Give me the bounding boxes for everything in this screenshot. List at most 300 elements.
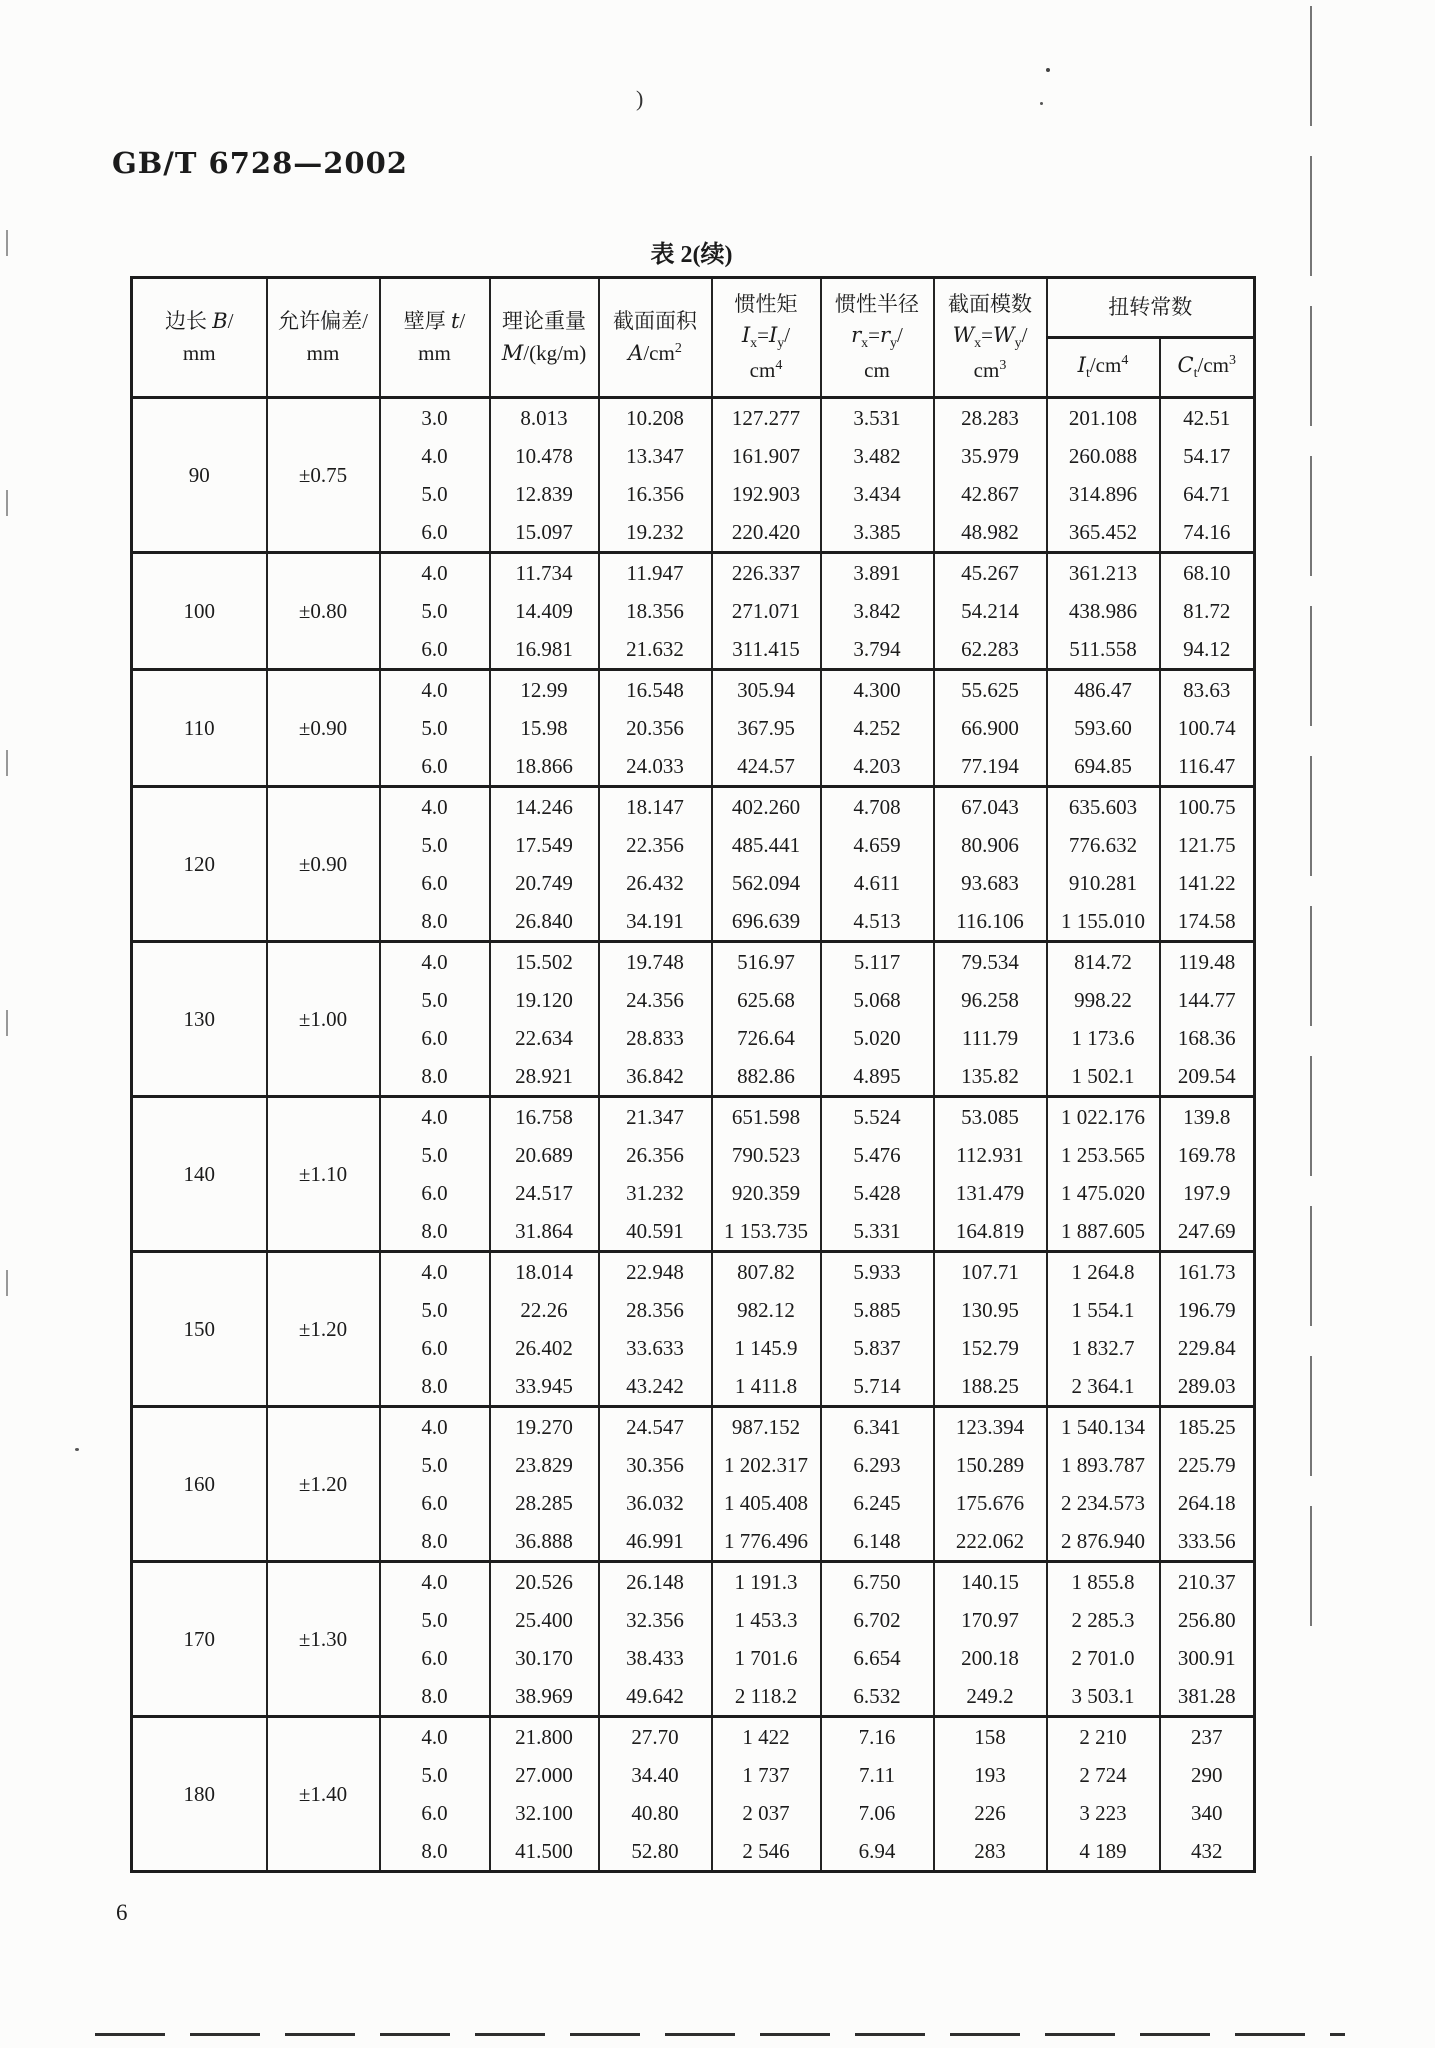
table-cell: 19.120 [490,981,599,1019]
table-cell: 130.95 [934,1291,1047,1329]
table-cell: 16.356 [599,475,712,513]
table-cell: 13.347 [599,437,712,475]
table-cell: 144.77 [1160,981,1255,1019]
table-cell: 998.22 [1047,981,1160,1019]
table-cell: 1 502.1 [1047,1057,1160,1097]
cell-side-length: 150 [132,1252,267,1407]
size-group-120 [132,787,1255,942]
table-cell: 209.54 [1160,1057,1255,1097]
table-cell: 4.0 [380,942,490,982]
table-cell: 485.441 [712,826,821,864]
table-cell: 6.0 [380,1174,490,1212]
table-cell: 6.0 [380,864,490,902]
table-cell: 1 173.6 [1047,1019,1160,1057]
table-cell: 5.0 [380,981,490,1019]
table-cell: 8.0 [380,1677,490,1717]
table-cell: 5.0 [380,592,490,630]
table-cell: 4.513 [821,902,934,942]
table-cell: 1 191.3 [712,1562,821,1602]
table-cell: 1 893.787 [1047,1446,1160,1484]
table-cell: 210.37 [1160,1562,1255,1602]
table-row [132,670,1255,710]
cell-side-length: 160 [132,1407,267,1562]
table-cell: 486.47 [1047,670,1160,710]
table-cell: 10.478 [490,437,599,475]
table-cell: 116.47 [1160,747,1255,787]
table-cell: 256.80 [1160,1601,1255,1639]
table-cell: 229.84 [1160,1329,1255,1367]
table-cell: 2 118.2 [712,1677,821,1717]
table-cell: 35.979 [934,437,1047,475]
table-cell: 175.676 [934,1484,1047,1522]
table-cell: 5.0 [380,1446,490,1484]
table-cell: 25.400 [490,1601,599,1639]
table-cell: 651.598 [712,1097,821,1137]
table-cell: 3.0 [380,398,490,438]
table-cell: 32.356 [599,1601,712,1639]
table-cell: 3.385 [821,513,934,553]
table-cell: 22.356 [599,826,712,864]
table-cell: 8.0 [380,1367,490,1407]
header-tolerance: 允许偏差/ mm [267,278,380,398]
table-cell: 40.80 [599,1794,712,1832]
table-cell: 14.409 [490,592,599,630]
table-cell: 2 876.940 [1047,1522,1160,1562]
table-cell: 381.28 [1160,1677,1255,1717]
table-cell: 432 [1160,1832,1255,1872]
table-cell: 225.79 [1160,1446,1255,1484]
table-cell: 38.433 [599,1639,712,1677]
table-row [132,1252,1255,1292]
scan-artifact-bottom-line [95,2033,1345,2036]
table-cell: 4.0 [380,670,490,710]
table-cell: 1 554.1 [1047,1291,1160,1329]
table-cell: 30.356 [599,1446,712,1484]
table-cell: 4.0 [380,787,490,827]
table-cell: 1 153.735 [712,1212,821,1252]
table-cell: 5.0 [380,1136,490,1174]
table-cell: 81.72 [1160,592,1255,630]
table-cell: 94.12 [1160,630,1255,670]
table-cell: 1 155.010 [1047,902,1160,942]
table-cell: 365.452 [1047,513,1160,553]
header-moment-of-inertia: 惯性矩 $I_x=I_y/$ $cm^4$ [712,278,821,398]
table-cell: 6.94 [821,1832,934,1872]
table-row [132,1562,1255,1602]
table-cell: 26.356 [599,1136,712,1174]
table-cell: 21.800 [490,1717,599,1757]
table-cell: 42.51 [1160,398,1255,438]
table-cell: 30.170 [490,1639,599,1677]
cell-side-length: 100 [132,553,267,670]
scan-artifact-left-marks [6,230,8,1330]
header-section-modulus: 截面模数 $W_x=W_y/$ $cm^3$ [934,278,1047,398]
table-cell: 2 210 [1047,1717,1160,1757]
size-group-100 [132,553,1255,670]
table-cell: 19.748 [599,942,712,982]
size-group-90 [132,398,1255,553]
table-cell: 21.347 [599,1097,712,1137]
table-cell: 1 411.8 [712,1367,821,1407]
table-cell: 42.867 [934,475,1047,513]
table-cell: 271.071 [712,592,821,630]
table-cell: 6.148 [821,1522,934,1562]
table-cell: 1 202.317 [712,1446,821,1484]
table-cell: 11.947 [599,553,712,593]
table-cell: 5.068 [821,981,934,1019]
table-cell: 26.432 [599,864,712,902]
table-cell: 14.246 [490,787,599,827]
table-cell: 33.633 [599,1329,712,1367]
table-cell: 131.479 [934,1174,1047,1212]
table-cell: 1 405.408 [712,1484,821,1522]
cell-tolerance: ±1.20 [267,1407,380,1562]
table-cell: 174.58 [1160,902,1255,942]
cell-tolerance: ±0.90 [267,670,380,787]
table-cell: 438.986 [1047,592,1160,630]
table-cell: 141.22 [1160,864,1255,902]
table-cell: 982.12 [712,1291,821,1329]
table-cell: 1 701.6 [712,1639,821,1677]
table-cell: 20.526 [490,1562,599,1602]
table-cell: 562.094 [712,864,821,902]
table-cell: 4.0 [380,553,490,593]
cell-side-length: 180 [132,1717,267,1872]
table-cell: 15.502 [490,942,599,982]
table-cell: 910.281 [1047,864,1160,902]
cell-tolerance: ±0.90 [267,787,380,942]
table-cell: 694.85 [1047,747,1160,787]
header-torsion-inertia: $I_t/cm^4$ [1047,338,1160,398]
table-cell: 188.25 [934,1367,1047,1407]
table-cell: 4.0 [380,1252,490,1292]
table-cell: 5.885 [821,1291,934,1329]
header-section-area: 截面面积 $A/cm^2$ [599,278,712,398]
scan-artifact-right-line [1310,6,1312,1626]
table-cell: 5.0 [380,1601,490,1639]
table-cell: 18.014 [490,1252,599,1292]
table-cell: 22.634 [490,1019,599,1057]
table-cell: 882.86 [712,1057,821,1097]
table-row [132,553,1255,593]
table-cell: 66.900 [934,709,1047,747]
table-cell: 140.15 [934,1562,1047,1602]
table-cell: 127.277 [712,398,821,438]
table-cell: 54.17 [1160,437,1255,475]
table-cell: 4.0 [380,437,490,475]
table-cell: 6.0 [380,1794,490,1832]
table-cell: 26.402 [490,1329,599,1367]
table-cell: 8.0 [380,1522,490,1562]
table-cell: 164.819 [934,1212,1047,1252]
table-cell: 36.032 [599,1484,712,1522]
table-cell: 220.420 [712,513,821,553]
table-cell: 2 234.573 [1047,1484,1160,1522]
table-cell: 790.523 [712,1136,821,1174]
table-cell: 314.896 [1047,475,1160,513]
table-cell: 1 422 [712,1717,821,1757]
size-group-160 [132,1407,1255,1562]
table-cell: 19.270 [490,1407,599,1447]
table-cell: 6.0 [380,747,490,787]
table-cell: 192.903 [712,475,821,513]
size-group-150 [132,1252,1255,1407]
table-cell: 7.06 [821,1794,934,1832]
table-cell: 46.991 [599,1522,712,1562]
table-cell: 283 [934,1832,1047,1872]
table-row [132,1097,1255,1137]
table-cell: 32.100 [490,1794,599,1832]
table-cell: 3.482 [821,437,934,475]
table-cell: 16.981 [490,630,599,670]
table-cell: 62.283 [934,630,1047,670]
table-cell: 6.654 [821,1639,934,1677]
table-cell: 68.10 [1160,553,1255,593]
table-cell: 83.63 [1160,670,1255,710]
header-wall-thickness: 壁厚 t/ mm [380,278,490,398]
table-cell: 4.0 [380,1407,490,1447]
table-cell: 26.840 [490,902,599,942]
table-cell: 31.864 [490,1212,599,1252]
table-cell: 5.933 [821,1252,934,1292]
table-cell: 4.203 [821,747,934,787]
table-cell: 6.245 [821,1484,934,1522]
table-cell: 45.267 [934,553,1047,593]
table-cell: 1 887.605 [1047,1212,1160,1252]
size-group-140 [132,1097,1255,1252]
table-row [132,1717,1255,1757]
table-cell: 3 503.1 [1047,1677,1160,1717]
table-cell: 222.062 [934,1522,1047,1562]
table-cell: 3.794 [821,630,934,670]
table-cell: 196.79 [1160,1291,1255,1329]
table-cell: 402.260 [712,787,821,827]
table-cell: 635.603 [1047,787,1160,827]
table-cell: 511.558 [1047,630,1160,670]
table-cell: 1 264.8 [1047,1252,1160,1292]
table-cell: 38.969 [490,1677,599,1717]
table-cell: 185.25 [1160,1407,1255,1447]
table-cell: 116.106 [934,902,1047,942]
table-cell: 80.906 [934,826,1047,864]
cell-tolerance: ±1.20 [267,1252,380,1407]
cell-side-length: 170 [132,1562,267,1717]
table-cell: 2 364.1 [1047,1367,1160,1407]
table-cell: 264.18 [1160,1484,1255,1522]
table-cell: 4.300 [821,670,934,710]
table-cell: 6.341 [821,1407,934,1447]
table-cell: 77.194 [934,747,1047,787]
table-cell: 16.548 [599,670,712,710]
table-cell: 100.74 [1160,709,1255,747]
table-cell: 4.0 [380,1562,490,1602]
table-cell: 1 022.176 [1047,1097,1160,1137]
cell-tolerance: ±1.10 [267,1097,380,1252]
table-cell: 34.40 [599,1756,712,1794]
table-cell: 6.702 [821,1601,934,1639]
cell-side-length: 140 [132,1097,267,1252]
table-cell: 152.79 [934,1329,1047,1367]
table-cell: 43.242 [599,1367,712,1407]
table-cell: 5.117 [821,942,934,982]
table-cell: 24.547 [599,1407,712,1447]
table-cell: 1 145.9 [712,1329,821,1367]
table-cell: 8.0 [380,1832,490,1872]
table-cell: 55.625 [934,670,1047,710]
table-cell: 4.895 [821,1057,934,1097]
table-cell: 4.659 [821,826,934,864]
table-cell: 807.82 [712,1252,821,1292]
table-cell: 26.148 [599,1562,712,1602]
table-cell: 8.0 [380,1212,490,1252]
table-row [132,398,1255,438]
table-cell: 161.907 [712,437,821,475]
table-cell: 5.0 [380,709,490,747]
table-cell: 10.208 [599,398,712,438]
table-cell: 6.0 [380,1484,490,1522]
size-group-110 [132,670,1255,787]
table-cell: 260.088 [1047,437,1160,475]
table-cell: 6.750 [821,1562,934,1602]
table-cell: 23.829 [490,1446,599,1484]
cell-side-length: 110 [132,670,267,787]
size-group-170 [132,1562,1255,1717]
cell-tolerance: ±0.80 [267,553,380,670]
table-cell: 2 037 [712,1794,821,1832]
table-cell: 4.708 [821,787,934,827]
table-cell: 5.428 [821,1174,934,1212]
table-cell: 6.0 [380,1329,490,1367]
table-cell: 5.837 [821,1329,934,1367]
table-cell: 112.931 [934,1136,1047,1174]
table-cell: 54.214 [934,592,1047,630]
table-cell: 161.73 [1160,1252,1255,1292]
table-cell: 424.57 [712,747,821,787]
table-cell: 340 [1160,1794,1255,1832]
table-cell: 18.356 [599,592,712,630]
table-cell: 135.82 [934,1057,1047,1097]
table-cell: 107.71 [934,1252,1047,1292]
table-cell: 27.000 [490,1756,599,1794]
table-cell: 158 [934,1717,1047,1757]
table-cell: 28.833 [599,1019,712,1057]
table-cell: 1 832.7 [1047,1329,1160,1367]
table-cell: 367.95 [712,709,821,747]
table-cell: 3.434 [821,475,934,513]
cell-tolerance: ±0.75 [267,398,380,553]
table-cell: 34.191 [599,902,712,942]
table-cell: 24.356 [599,981,712,1019]
table-cell: 305.94 [712,670,821,710]
spec-table [130,276,1256,1873]
table-cell: 4.0 [380,1097,490,1137]
header-torsion-modulus: $C_t/cm^3$ [1160,338,1255,398]
table-cell: 27.70 [599,1717,712,1757]
table-cell: 1 475.020 [1047,1174,1160,1212]
table-cell: 226 [934,1794,1047,1832]
table-cell: 150.289 [934,1446,1047,1484]
page-number: 6 [116,1900,128,1925]
table-cell: 4.0 [380,1717,490,1757]
table-cell: 5.0 [380,1756,490,1794]
cell-tolerance: ±1.30 [267,1562,380,1717]
table-cell: 333.56 [1160,1522,1255,1562]
table-cell: 48.982 [934,513,1047,553]
table-cell: 52.80 [599,1832,712,1872]
table-cell: 3.531 [821,398,934,438]
table-cell: 920.359 [712,1174,821,1212]
table-cell: 64.71 [1160,475,1255,513]
table-cell: 6.0 [380,1639,490,1677]
table-cell: 2 546 [712,1832,821,1872]
table-cell: 40.591 [599,1212,712,1252]
table-row [132,787,1255,827]
table-cell: 74.16 [1160,513,1255,553]
table-cell: 139.8 [1160,1097,1255,1137]
table-cell: 79.534 [934,942,1047,982]
header-theoretical-mass: 理论重量 M/(kg/m) [490,278,599,398]
table-cell: 1 855.8 [1047,1562,1160,1602]
table-cell: 22.948 [599,1252,712,1292]
table-cell: 20.689 [490,1136,599,1174]
table-cell: 3 223 [1047,1794,1160,1832]
table-cell: 226.337 [712,553,821,593]
table-cell: 22.26 [490,1291,599,1329]
table-cell: 33.945 [490,1367,599,1407]
table-cell: 311.415 [712,630,821,670]
table-cell: 28.921 [490,1057,599,1097]
table-cell: 361.213 [1047,553,1160,593]
size-group-180 [132,1717,1255,1872]
table-header [132,278,1255,398]
cell-side-length: 130 [132,942,267,1097]
table-cell: 1 776.496 [712,1522,821,1562]
table-cell: 1 253.565 [1047,1136,1160,1174]
table-cell: 4.252 [821,709,934,747]
table-cell: 300.91 [1160,1639,1255,1677]
table-cell: 1 453.3 [712,1601,821,1639]
table-cell: 53.085 [934,1097,1047,1137]
table-cell: 121.75 [1160,826,1255,864]
table-cell: 12.839 [490,475,599,513]
cell-side-length: 90 [132,398,267,553]
table-cell: 96.258 [934,981,1047,1019]
table-cell: 20.749 [490,864,599,902]
table-cell: 2 724 [1047,1756,1160,1794]
table-cell: 289.03 [1160,1367,1255,1407]
table-cell: 170.97 [934,1601,1047,1639]
table-cell: 5.020 [821,1019,934,1057]
table-cell: 28.356 [599,1291,712,1329]
size-group-130 [132,942,1255,1097]
table-cell: 237 [1160,1717,1255,1757]
scan-artifact-stray-mark: ) [636,86,644,111]
table-cell: 93.683 [934,864,1047,902]
table-cell: 16.758 [490,1097,599,1137]
table-title: 表 2(续) [650,242,733,268]
table-cell: 193 [934,1756,1047,1794]
scan-artifact-dot [1046,68,1050,72]
table-cell: 18.866 [490,747,599,787]
scan-artifact-dot [1040,102,1043,105]
table-cell: 24.033 [599,747,712,787]
table-cell: 21.632 [599,630,712,670]
table-row [132,1407,1255,1447]
table-cell: 3.842 [821,592,934,630]
table-cell: 168.36 [1160,1019,1255,1057]
table-cell: 18.147 [599,787,712,827]
table-cell: 6.0 [380,1019,490,1057]
